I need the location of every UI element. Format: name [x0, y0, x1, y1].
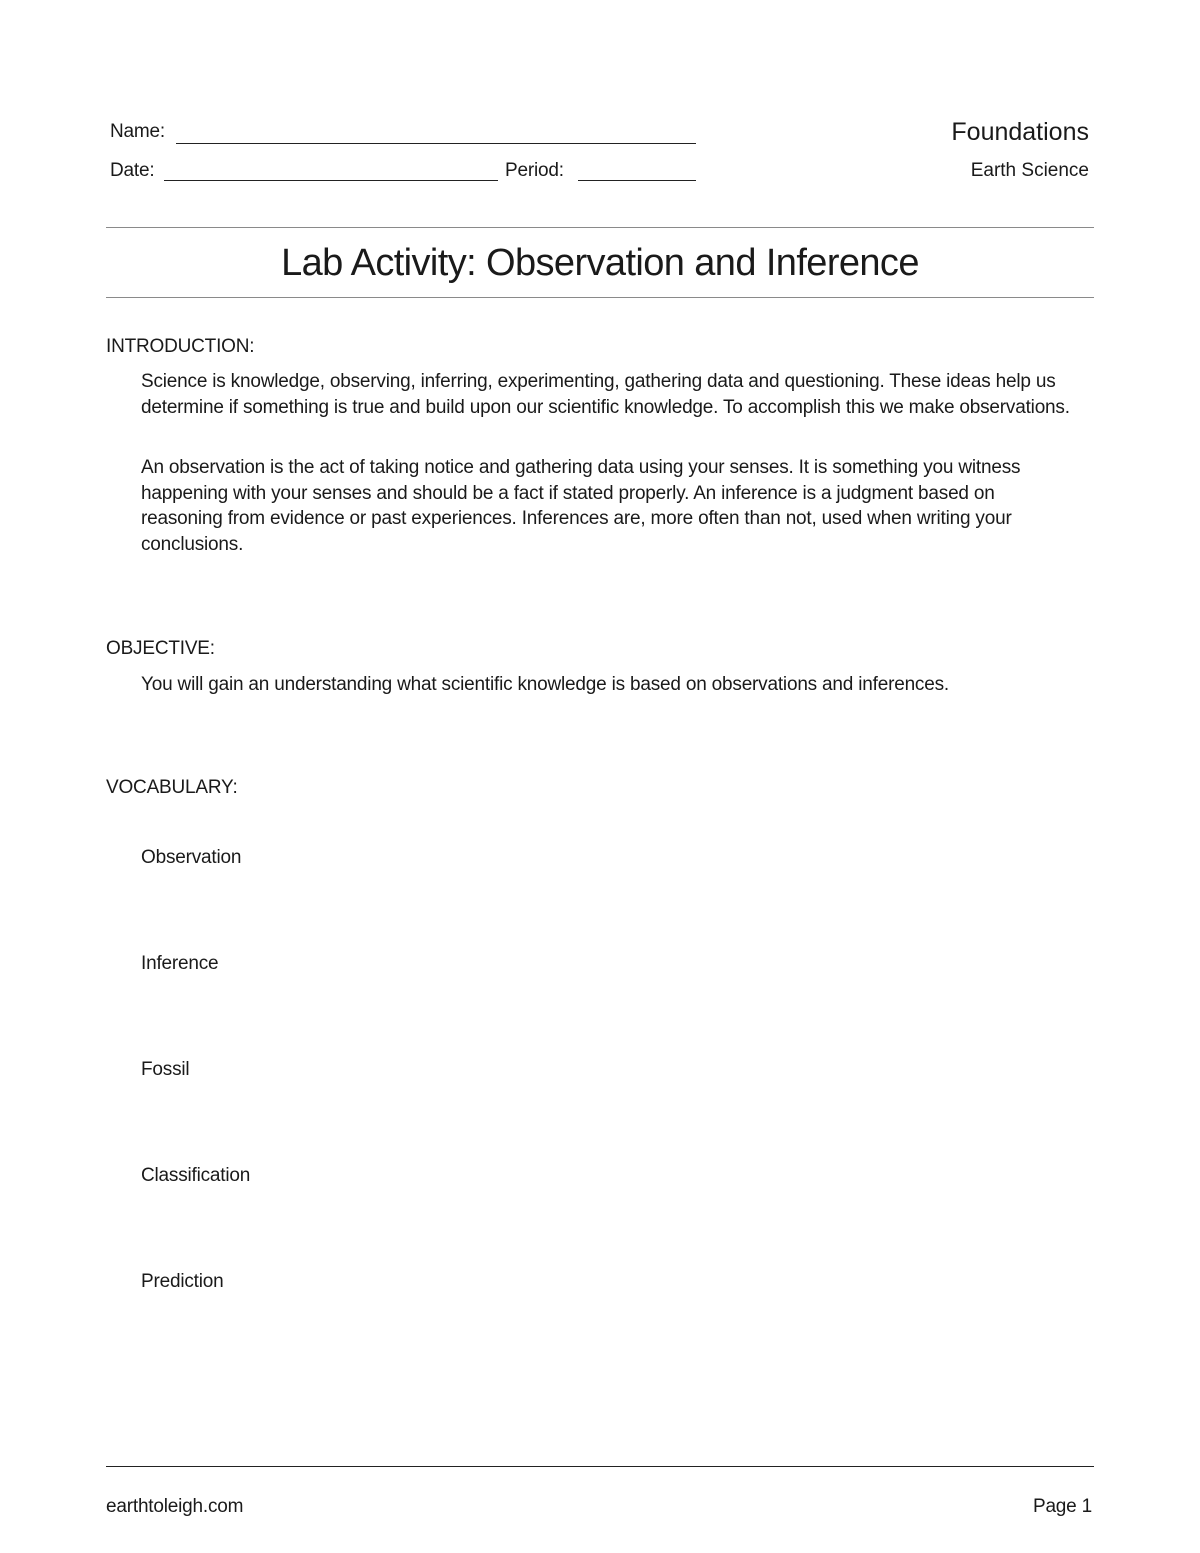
page-title: Lab Activity: Observation and Inference: [281, 242, 919, 284]
period-field[interactable]: [578, 180, 696, 181]
name-field[interactable]: [176, 143, 696, 144]
footer-rule: [106, 1466, 1094, 1467]
period-label: Period:: [505, 160, 564, 181]
vocab-term-observation: Observation: [141, 847, 242, 868]
title-top-rule: [106, 227, 1094, 228]
subject-name: Earth Science: [970, 160, 1089, 181]
vocab-term-inference: Inference: [141, 953, 219, 974]
introduction-paragraph-2: An observation is the act of taking notice and gathering data using your senses. It is something you witness happening with your senses and should be a fact if stated properly. An inference is a judgment based on reasoning from evidence or past experiences. Inferences are, more often than not, used when writing your conclusions.: [141, 457, 1021, 555]
objective-text: You will gain an understanding what scientific knowledge is based on observations and inferences.: [141, 674, 949, 695]
date-field[interactable]: [164, 180, 498, 181]
introduction-heading: INTRODUCTION:: [106, 336, 255, 357]
page-number: Page 1: [1032, 1496, 1092, 1517]
footer-website: earthtoleigh.com: [106, 1496, 244, 1517]
vocab-term-classification: Classification: [141, 1165, 251, 1186]
vocab-term-prediction: Prediction: [141, 1271, 224, 1292]
objective-heading: OBJECTIVE:: [106, 638, 215, 659]
vocabulary-heading: VOCABULARY:: [106, 777, 238, 798]
introduction-paragraph-1: Science is knowledge, observing, inferring, experimenting, gathering data and questioning. These ideas help us determine if something is true and build upon our scientific knowledge. To accomplish this we make observations.: [141, 371, 1070, 418]
date-label: Date:: [110, 160, 155, 181]
name-label: Name:: [110, 121, 165, 142]
vocab-term-fossil: Fossil: [141, 1059, 190, 1080]
title-bottom-rule: [106, 297, 1094, 298]
course-name: Foundations: [951, 118, 1089, 146]
